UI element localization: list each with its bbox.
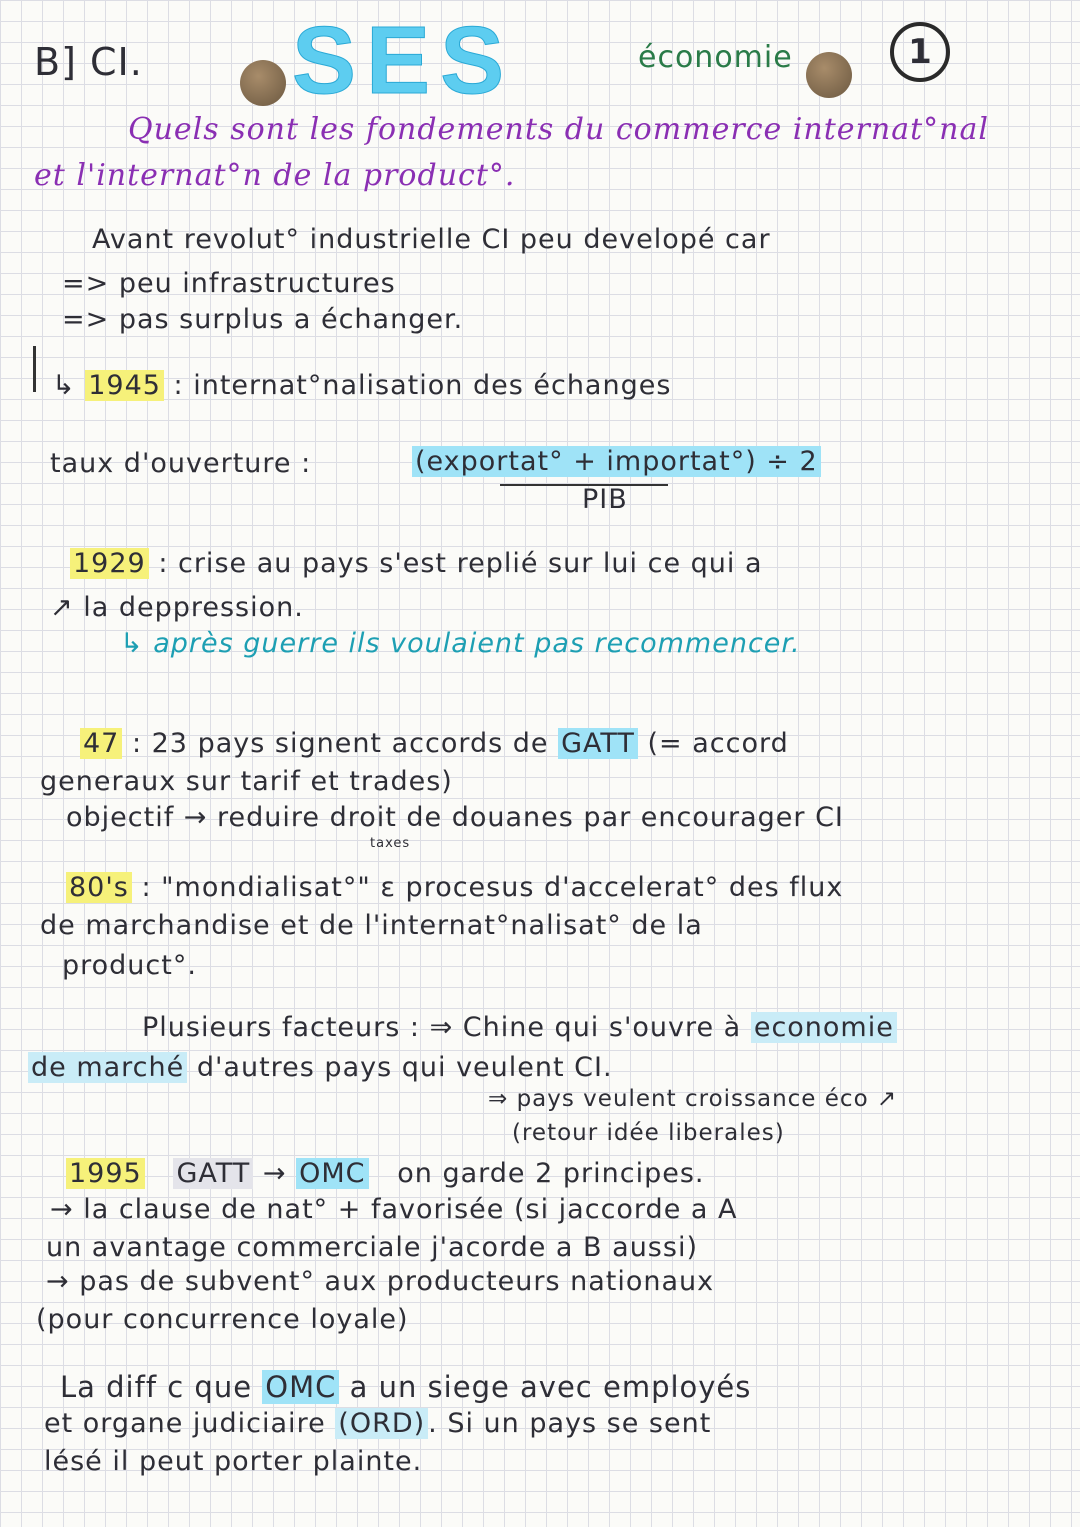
line-24: La diff c que OMC a un siege avec employés [60, 1370, 752, 1404]
line-4-text: : internat°nalisation des échanges [173, 370, 672, 401]
line-16: de marché d'autres pays qui veulent CI. [28, 1052, 613, 1083]
year-1945: 1945 [85, 370, 164, 401]
line-19: 1995 GATT → OMC on garde 2 principes. [66, 1158, 704, 1189]
line-1: Avant revolut° industrielle CI peu developé car [92, 224, 771, 255]
year-1995: 1995 [66, 1158, 145, 1189]
omc-badge: OMC [296, 1158, 368, 1189]
line-14: product°. [62, 950, 197, 981]
binder-hole-right [806, 52, 852, 98]
line-18: (retour idée liberales) [512, 1120, 785, 1146]
arrow-connector [33, 346, 36, 392]
page-number: 1 [890, 22, 950, 82]
line-2: => peu infrastructures [62, 268, 396, 299]
line-7: ↗ la deppression. [50, 592, 304, 623]
line-26: lésé il peut porter plainte. [44, 1446, 423, 1477]
omc-highlight: OMC [262, 1370, 339, 1404]
subtitle: économie [638, 40, 793, 75]
line-9: 47 : 23 pays signent accords de GATT (= accord [80, 728, 789, 759]
line-8: ↳ après guerre ils voulaient pas recommencer. [120, 628, 801, 659]
year-47: 47 [80, 728, 122, 759]
year-80s: 80's [66, 872, 132, 903]
line-11-small: taxes [370, 836, 411, 851]
line-13: de marchandise et de l'internat°nalisat° de la [40, 910, 703, 941]
line-23: (pour concurrence loyale) [36, 1304, 409, 1335]
binder-hole-left [240, 60, 286, 106]
line-5-denominator: PIB [582, 484, 628, 515]
line-5-label: taux d'ouverture : [50, 448, 312, 479]
year-1929: 1929 [70, 548, 149, 579]
gatt-badge: GATT [558, 728, 638, 759]
chapter-label: B] CI. [34, 40, 143, 84]
line-17: ⇒ pays veulent croissance éco ↗ [488, 1086, 898, 1112]
question-line-1: Quels sont les fondements du commerce internat°nal [128, 112, 989, 147]
line-6: 1929 : crise au pays s'est replié sur lui ce qui a [70, 548, 763, 579]
line-3: => pas surplus a échanger. [62, 304, 464, 335]
line-10: generaux sur tarif et trades) [40, 766, 453, 797]
line-21: un avantage commerciale j'acorde a B aussi) [46, 1232, 698, 1263]
line-20: → la clause de nat° + favorisée (si jaccorde a A [50, 1194, 738, 1225]
ord-badge: (ORD) [335, 1408, 428, 1439]
line-4: ↳ 1945 : internat°nalisation des échanges [52, 370, 672, 401]
line-25: et organe judiciaire (ORD) . Si un pays se sent [44, 1408, 712, 1439]
question-line-2: et l'internat°n de la product°. [34, 158, 516, 193]
line-5-numerator: (exportat° + importat°) ÷ 2 [412, 446, 821, 477]
line-15: Plusieurs facteurs : ⇒ Chine qui s'ouvre à economie [142, 1012, 897, 1043]
page-title: SES [292, 7, 515, 114]
line-12: 80's : "mondialisat°" ε procesus d'accelerat° des flux [66, 872, 843, 903]
line-11: objectif → reduire droit de douanes par encourager CI [66, 802, 844, 833]
line-22: → pas de subvent° aux producteurs nationaux [46, 1266, 715, 1297]
